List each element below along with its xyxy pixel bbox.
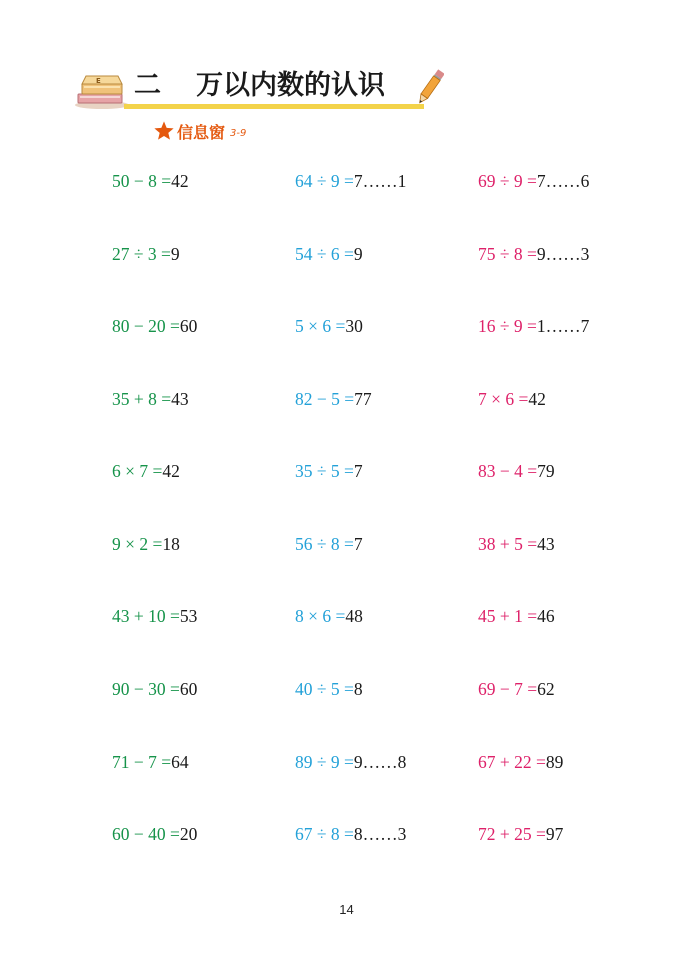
problem-answer: 9……3 [536, 244, 590, 264]
problem-item [478, 388, 546, 410]
problem-item [112, 533, 180, 555]
problem-expression: 56 ÷ 8 = [295, 534, 354, 554]
problem-expression: 80 − 20 = [112, 316, 180, 336]
problem-answer: 7……6 [536, 171, 590, 191]
problem-expression: 6 × 7 = [112, 461, 163, 481]
problem-expression: 35 + 8 = [112, 389, 172, 409]
problem-answer: 62 [537, 679, 555, 699]
problem-expression: 89 ÷ 9 = [295, 752, 354, 772]
problem-item [478, 605, 555, 627]
problem-answer: 9 [353, 244, 363, 264]
problem-expression: 90 − 30 = [112, 679, 180, 699]
problem-expression: 7 × 6 = [478, 389, 529, 409]
problem-expression: 16 ÷ 9 = [478, 316, 537, 336]
problem-item [295, 315, 363, 337]
problem-expression: 27 ÷ 3 = [112, 244, 171, 264]
info-window-number: 3-9 [230, 127, 247, 139]
problem-item [295, 751, 406, 773]
problem-item [112, 751, 189, 773]
problem-expression: 83 − 4 = [478, 461, 538, 481]
problem-answer: 7……1 [353, 171, 407, 191]
problem-item [478, 751, 563, 773]
problem-answer: 60 [179, 316, 198, 336]
problem-answer: 64 [171, 752, 189, 772]
problem-answer: 9……8 [353, 752, 407, 772]
problem-item [478, 678, 555, 700]
problem-expression: 35 ÷ 5 = [295, 461, 354, 481]
problem-answer: 18 [162, 534, 180, 554]
problem-item [295, 243, 363, 265]
problem-item [112, 315, 197, 337]
problem-expression: 82 − 5 = [295, 389, 355, 409]
problem-answer: 20 [179, 824, 198, 844]
problem-answer: 60 [179, 679, 198, 699]
problem-item [295, 823, 406, 845]
chapter-title-text: 万以内数的认识 [196, 70, 385, 101]
page-number: 14 [339, 902, 354, 917]
problem-answer: 8……3 [353, 824, 407, 844]
problem-item [295, 170, 406, 192]
problem-item [112, 460, 180, 482]
problem-expression: 60 − 40 = [112, 824, 180, 844]
problem-answer: 7 [353, 461, 363, 481]
problem-item [478, 533, 555, 555]
problem-item [295, 460, 363, 482]
problem-expression: 50 − 8 = [112, 171, 172, 191]
problem-expression: 43 + 10 = [112, 606, 180, 626]
problem-answer: 42 [528, 389, 546, 409]
info-window-label: 信息窗 [177, 122, 226, 142]
problem-expression: 67 ÷ 8 = [295, 824, 354, 844]
problem-item [478, 823, 563, 845]
problem-answer: 89 [545, 752, 564, 772]
problem-answer: 43 [171, 389, 189, 409]
problem-item [295, 678, 363, 700]
problem-item [112, 243, 180, 265]
problem-expression: 72 + 25 = [478, 824, 546, 844]
problem-answer: 8 [353, 679, 363, 699]
problem-expression: 67 + 22 = [478, 752, 546, 772]
problem-item [112, 678, 197, 700]
problem-item [112, 388, 189, 410]
problem-item [295, 388, 372, 410]
problem-item [478, 315, 589, 337]
problem-expression: 38 + 5 = [478, 534, 538, 554]
problem-expression: 75 ÷ 8 = [478, 244, 537, 264]
problem-item [478, 460, 555, 482]
problem-expression: 8 × 6 = [295, 606, 346, 626]
problem-item [112, 823, 197, 845]
problem-expression: 69 − 7 = [478, 679, 538, 699]
problem-answer: 97 [545, 824, 564, 844]
problem-answer: 46 [537, 606, 555, 626]
problem-item [478, 170, 589, 192]
problem-item [112, 170, 189, 192]
problem-answer: 77 [354, 389, 372, 409]
problem-expression: 5 × 6 = [295, 316, 346, 336]
problem-item [295, 533, 363, 555]
problem-expression: 40 ÷ 5 = [295, 679, 354, 699]
problem-answer: 9 [170, 244, 180, 264]
problem-expression: 9 × 2 = [112, 534, 163, 554]
problem-item [295, 605, 363, 627]
problem-answer: 42 [162, 461, 180, 481]
problem-answer: 79 [537, 461, 555, 481]
problem-answer: 53 [179, 606, 198, 626]
problem-answer: 48 [345, 606, 363, 626]
problem-expression: 64 ÷ 9 = [295, 171, 354, 191]
problem-expression: 71 − 7 = [112, 752, 172, 772]
problem-answer: 43 [537, 534, 555, 554]
problem-answer: 1……7 [536, 316, 590, 336]
problem-item [112, 605, 197, 627]
chapter-number: 二 [134, 70, 161, 101]
problem-expression: 54 ÷ 6 = [295, 244, 354, 264]
svg-text:E: E [96, 77, 101, 85]
problem-answer: 7 [353, 534, 363, 554]
problem-answer: 30 [345, 316, 363, 336]
problem-answer: 42 [171, 171, 189, 191]
problem-expression: 69 ÷ 9 = [478, 171, 537, 191]
problem-item [478, 243, 589, 265]
problem-expression: 45 + 1 = [478, 606, 538, 626]
